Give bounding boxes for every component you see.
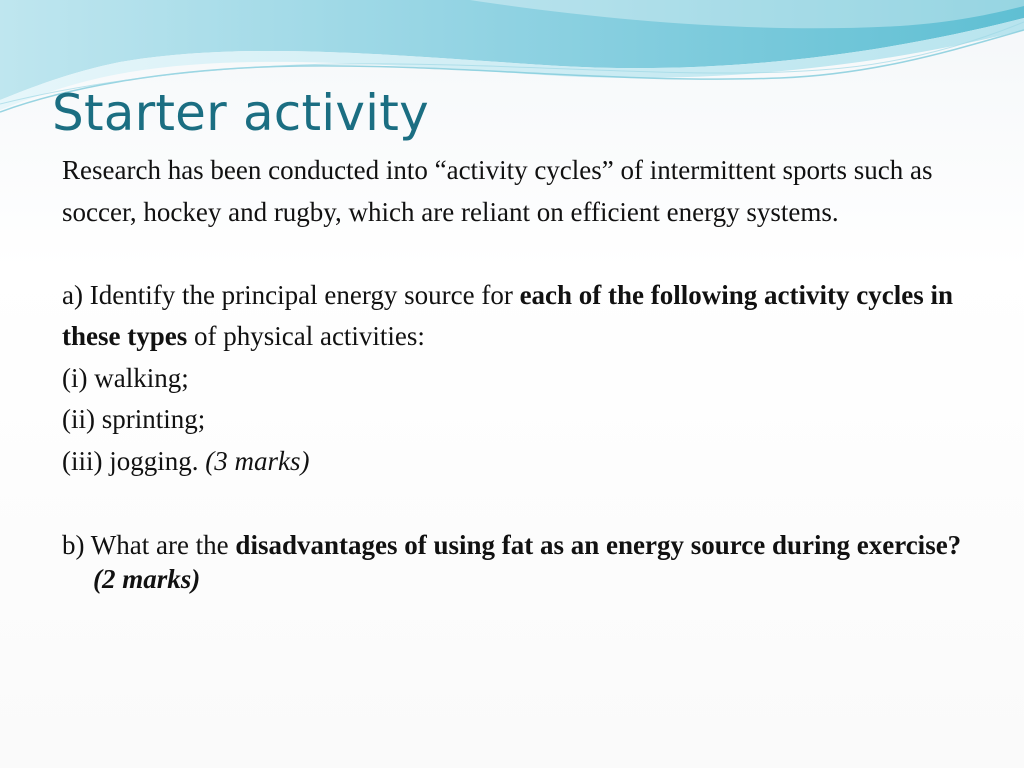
question-a-emphasis: each of the following activity cycles in these types — [62, 279, 954, 351]
question-a-item: (i) walking; — [62, 362, 189, 393]
question-b-marks: (2 marks) — [93, 563, 201, 594]
question-a-marks: (3 marks) — [205, 445, 310, 476]
question-a-item: (iii) jogging. — [62, 445, 206, 476]
question-a-suffix: of physical activities: — [187, 321, 425, 351]
spacer — [62, 482, 962, 524]
question-b-prefix: b) What are the — [62, 529, 236, 560]
question-b-emphasis: disadvantages of using fat as an energy source during exercise? — [235, 529, 962, 560]
question-a-item: (ii) sprinting; — [62, 404, 206, 434]
question-a — [62, 275, 962, 358]
spacer — [62, 233, 962, 275]
intro-paragraph: Research has been conducted into “activity cycles” of intermittent sports such as soccer, hockey and rugby, which are reliant on efficient energy systems. — [62, 155, 933, 227]
slide-title: Starter activity — [52, 84, 429, 142]
question-a-item-last — [62, 441, 962, 483]
slide-body — [62, 150, 962, 596]
question-b — [62, 528, 962, 596]
question-a-prefix: a) Identify the principal energy source for — [62, 279, 520, 310]
